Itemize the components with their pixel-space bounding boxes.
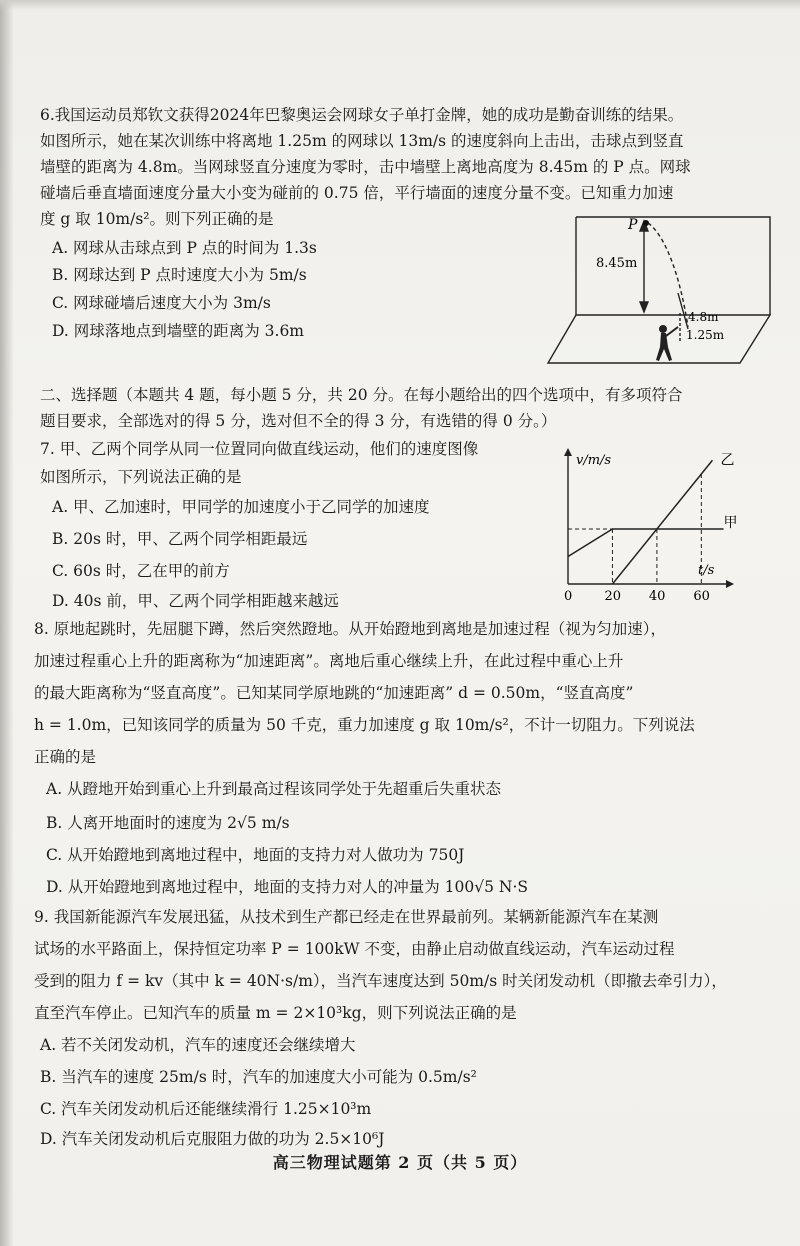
q9-option-c: C. 汽车关闭发动机后还能继续滑行 1.25×10³m bbox=[40, 1100, 372, 1118]
q7-option-a: A. 甲、乙加速时，甲同学的加速度小于乙同学的加速度 bbox=[52, 498, 430, 516]
distance-label: 4.8m bbox=[688, 310, 719, 324]
q9-line-4: 直至汽车停止。已知汽车的质量 m = 2×10³kg，则下列说法正确的是 bbox=[34, 1004, 517, 1022]
q6-option-c: C. 网球碰墙后速度大小为 3m/s bbox=[52, 294, 271, 312]
q7-option-d: D. 40s 前，甲、乙两个同学相距越来越远 bbox=[52, 592, 339, 610]
height-label: 8.45m bbox=[596, 256, 638, 271]
page-shadow-left bbox=[0, 0, 14, 1246]
velocity-time-chart bbox=[548, 444, 738, 606]
page-footer: 高三物理试题第 2 页（共 5 页） bbox=[272, 1153, 528, 1172]
q8-option-a: A. 从蹬地开始到重心上升到最高过程该同学处于先超重后失重状态 bbox=[46, 780, 502, 798]
q6-line-4: 碰墙后垂直墙面速度分量大小变为碰前的 0.75 倍，平行墙面的速度分量不变。已知重力加速 bbox=[40, 184, 674, 202]
section-2-heading: 二、选择题（本题共 4 题，每小题 5 分，共 20 分。在每小题给出的四个选项中，有多项符合 bbox=[40, 386, 683, 404]
section-2-instructions: 题目要求，全部选对的得 5 分，选对但不全的得 3 分，有选错的得 0 分。） bbox=[40, 412, 557, 430]
q6-line-5: 度 g 取 10m/s²。则下列正确的是 bbox=[40, 210, 274, 228]
hit-height-label: 1.25m bbox=[686, 328, 725, 342]
player-figure bbox=[656, 325, 678, 361]
q8-line-3: 的最大距离称为“竖直高度”。已知某同学原地跳的“加速距离” d = 0.50m，“竖直高度” bbox=[34, 684, 634, 702]
ball-trajectory bbox=[648, 223, 688, 327]
x-axis-arrow bbox=[726, 580, 734, 588]
q7-line-1: 7. 甲、乙两个同学从同一位置同向做直线运动，他们的速度图像 bbox=[40, 440, 479, 458]
x-tick-label-40: 40 bbox=[648, 589, 666, 604]
q9-option-d: D. 汽车关闭发动机后克服阻力做的功为 2.5×10⁶J bbox=[40, 1130, 385, 1148]
q8-option-c: C. 从开始蹬地到离地过程中，地面的支持力对人做功为 750J bbox=[46, 846, 465, 864]
point-p-dot bbox=[643, 220, 649, 226]
q6-line-1: 6.我国运动员郑钦文获得2024年巴黎奥运会网球女子单打金牌，她的成功是勤奋训练的结果。 bbox=[40, 106, 684, 124]
q7-option-c: C. 60s 时，乙在甲的前方 bbox=[52, 562, 230, 580]
x-tick-label-60: 60 bbox=[693, 589, 710, 604]
tennis-wall-figure bbox=[540, 205, 780, 370]
q6-line-3: 墙壁的距离为 4.8m。当网球竖直分速度为零时，击中墙壁上离地高度为 8.45m 的 P 点。网球 bbox=[40, 158, 691, 176]
q9-line-2: 试场的水平路面上，保持恒定功率 P = 100kW 不变，由静止启动做直线运动，汽车运动过程 bbox=[34, 940, 675, 958]
q9-option-b: B. 当汽车的速度 25m/s 时，汽车的加速度大小可能为 0.5m/s² bbox=[40, 1068, 477, 1086]
height-arrow-bottom bbox=[640, 302, 648, 312]
q6-line-2: 如图所示，她在某次训练中将离地 1.25m 的网球以 13m/s 的速度斜向上击出，击球点到竖直 bbox=[40, 132, 684, 150]
q7-option-b: B. 20s 时，甲、乙两个同学相距最远 bbox=[52, 530, 308, 548]
q6-option-d: D. 网球落地点到墙壁的距离为 3.6m bbox=[52, 322, 305, 340]
point-p-label: P bbox=[628, 217, 638, 233]
q8-line-1: 8. 原地起跳时，先屈腿下蹲，然后突然蹬地。从开始蹬地到离地是加速过程（视为匀加速）， bbox=[34, 620, 666, 638]
x-tick-label-20: 20 bbox=[604, 589, 621, 604]
q7-line-2: 如图所示，下列说法正确的是 bbox=[40, 468, 242, 486]
q8-line-4: h = 1.0m，已知该同学的质量为 50 千克，重力加速度 g 取 10m/s²，不计一切阻力。下列说法 bbox=[34, 716, 695, 734]
page-shadow-top bbox=[0, 0, 800, 10]
q6-option-b: B. 网球达到 P 点时速度大小为 5m/s bbox=[52, 266, 307, 284]
q6-option-a: A. 网球从击球点到 P 点的时间为 1.3s bbox=[52, 239, 317, 257]
y-axis-arrow bbox=[564, 448, 572, 456]
y-axis-label: v/m/s bbox=[576, 453, 612, 468]
legend-label-yi: 乙 bbox=[720, 452, 735, 469]
q9-line-1: 9. 我国新能源汽车发展迅猛，从技术到生产都已经走在世界最前列。某辆新能源汽车在某测 bbox=[34, 908, 659, 926]
q9-line-3: 受到的阻力 f = kv（其中 k = 40N·s/m），当汽车速度达到 50m/s 时关闭发动机（即撤去牵引力）， bbox=[34, 972, 727, 990]
q8-line-5: 正确的是 bbox=[34, 748, 97, 766]
x-axis-label: t/s bbox=[698, 563, 715, 578]
q9-option-a: A. 若不关闭发动机，汽车的速度还会继续增大 bbox=[40, 1036, 356, 1054]
x-tick-label-0: 0 bbox=[564, 589, 573, 604]
q8-option-d: D. 从开始蹬地到离地过程中，地面的支持力对人的冲量为 100√5 N·S bbox=[46, 878, 529, 896]
q8-option-b: B. 人离开地面时的速度为 2√5 m/s bbox=[46, 814, 290, 832]
legend-label-jia: 甲 bbox=[723, 515, 738, 531]
q8-line-2: 加速过程重心上升的距离称为“加速距离”。离地后重心继续上升，在此过程中重心上升 bbox=[34, 652, 624, 670]
